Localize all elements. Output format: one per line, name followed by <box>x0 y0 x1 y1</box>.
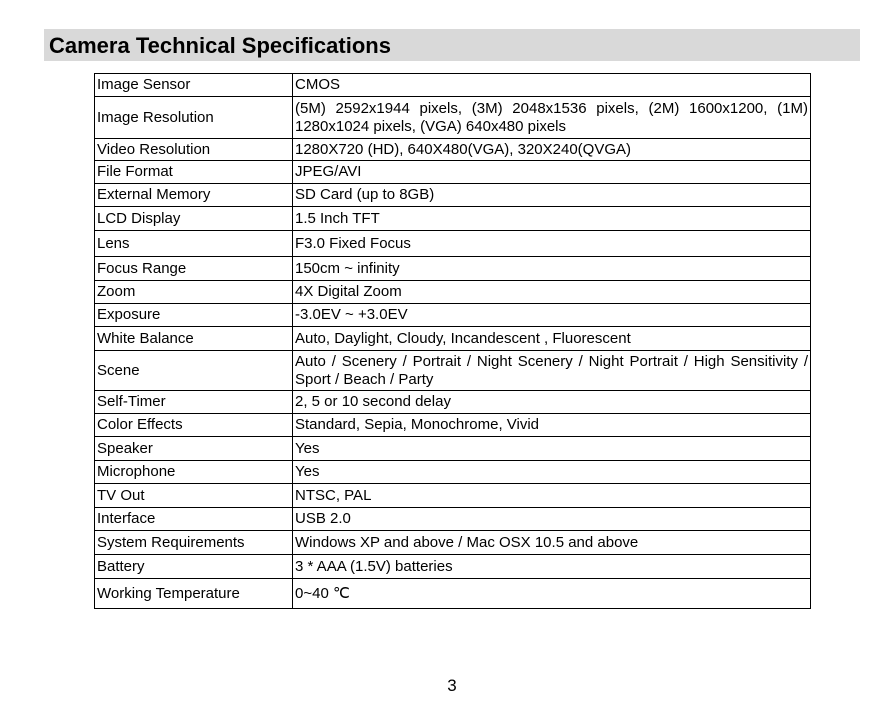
spec-value: 150cm ~ infinity <box>293 257 811 281</box>
spec-value: 0~40 ℃ <box>293 579 811 609</box>
spec-row <box>95 351 811 391</box>
spec-label: System Requirements <box>95 531 293 555</box>
spec-row <box>95 74 811 97</box>
spec-value: Yes <box>293 461 811 484</box>
spec-label: Battery <box>95 555 293 579</box>
spec-row <box>95 161 811 184</box>
spec-row <box>95 461 811 484</box>
spec-value: Standard, Sepia, Monochrome, Vivid <box>293 414 811 437</box>
spec-row <box>95 327 811 351</box>
spec-value: USB 2.0 <box>293 508 811 531</box>
spec-row <box>95 579 811 609</box>
spec-value: Windows XP and above / Mac OSX 10.5 and above <box>293 531 811 555</box>
spec-label: White Balance <box>95 327 293 351</box>
page-title: Camera Technical Specifications <box>49 33 391 58</box>
spec-value: 3 * AAA (1.5V) batteries <box>293 555 811 579</box>
spec-value: F3.0 Fixed Focus <box>293 231 811 257</box>
spec-label: TV Out <box>95 484 293 508</box>
spec-value: 2, 5 or 10 second delay <box>293 391 811 414</box>
spec-label: Interface <box>95 508 293 531</box>
spec-value: JPEG/AVI <box>293 161 811 184</box>
spec-value: CMOS <box>293 74 811 97</box>
spec-row <box>95 484 811 508</box>
spec-row <box>95 555 811 579</box>
spec-value: 4X Digital Zoom <box>293 281 811 304</box>
spec-row <box>95 281 811 304</box>
spec-label: Image Resolution <box>95 97 293 139</box>
spec-row <box>95 184 811 207</box>
spec-label: Lens <box>95 231 293 257</box>
spec-value: 1280X720 (HD), 640X480(VGA), 320X240(QVGA) <box>293 139 811 161</box>
spec-value: Auto, Daylight, Cloudy, Incandescent , Fluorescent <box>293 327 811 351</box>
specs-table <box>94 73 811 609</box>
spec-value: (5M) 2592x1944 pixels, (3M) 2048x1536 pixels, (2M) 1600x1200, (1M) 1280x1024 pixels, (VGA) 640x480 pixels <box>293 97 811 139</box>
spec-value: 1.5 Inch TFT <box>293 207 811 231</box>
spec-label: Image Sensor <box>95 74 293 97</box>
spec-label: LCD Display <box>95 207 293 231</box>
spec-label: Speaker <box>95 437 293 461</box>
spec-label: Working Temperature <box>95 579 293 609</box>
spec-row <box>95 139 811 161</box>
spec-label: Color Effects <box>95 414 293 437</box>
spec-row <box>95 508 811 531</box>
spec-value: Auto / Scenery / Portrait / Night Scenery / Night Portrait / High Sensitivity / Sport / Beach / Party <box>293 351 811 391</box>
spec-row <box>95 97 811 139</box>
spec-label: File Format <box>95 161 293 184</box>
spec-value: Yes <box>293 437 811 461</box>
spec-label: Microphone <box>95 461 293 484</box>
spec-row <box>95 531 811 555</box>
spec-row <box>95 304 811 327</box>
spec-row <box>95 437 811 461</box>
spec-row <box>95 257 811 281</box>
spec-label: Zoom <box>95 281 293 304</box>
spec-row <box>95 391 811 414</box>
spec-label: Self-Timer <box>95 391 293 414</box>
section-header <box>44 29 860 61</box>
spec-label: Scene <box>95 351 293 391</box>
spec-row <box>95 207 811 231</box>
page-number: 3 <box>447 676 457 695</box>
spec-row <box>95 414 811 437</box>
spec-label: External Memory <box>95 184 293 207</box>
spec-value: NTSC, PAL <box>293 484 811 508</box>
spec-label: Exposure <box>95 304 293 327</box>
spec-label: Focus Range <box>95 257 293 281</box>
spec-row <box>95 231 811 257</box>
spec-label: Video Resolution <box>95 139 293 161</box>
spec-value: -3.0EV ~ +3.0EV <box>293 304 811 327</box>
spec-value: SD Card (up to 8GB) <box>293 184 811 207</box>
